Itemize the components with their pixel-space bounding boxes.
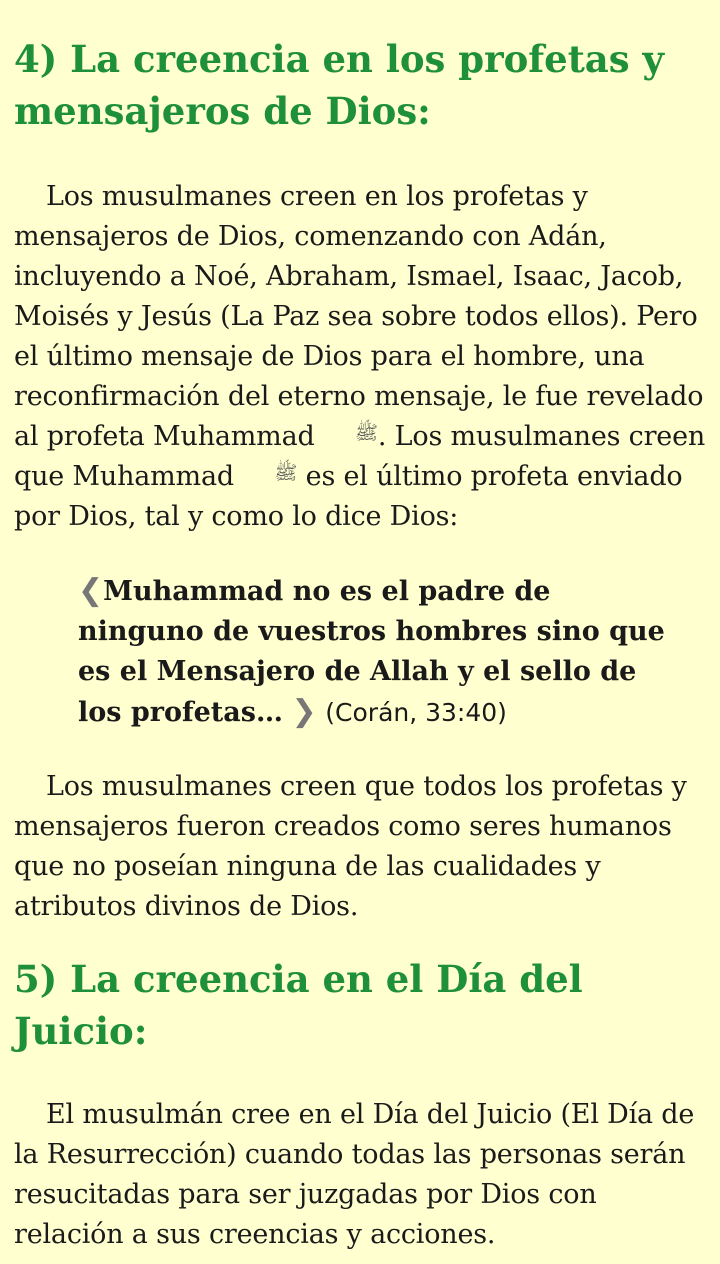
section-5-paragraph-1: El musulmán cree en el Día del Juicio (El Día de la Resurrección) cuando todas las personas serán resucitadas para ser juzgadas por Dios con relación a sus creencias y acciones. xyxy=(14,1099,695,1250)
quote-text: Muhammad no es el padre de ninguno de vuestros hombres sino que es el Mensajero de Allah y el sello de los profetas… xyxy=(78,576,665,728)
pbuh-honorific-icon: ﷺ xyxy=(274,462,298,484)
section-4-paragraph-2: Los musulmanes creen que todos los profetas y mensajeros fueron creados como seres humanos que no poseían ninguna de las cualidades y atributos divinos de Dios. xyxy=(14,771,687,922)
pbuh-honorific-icon: ﷺ xyxy=(354,422,378,444)
para1-part-a: Los musulmanes creen en los profetas y mensajeros de Dios, comenzando con Adán, incluyendo a Noé, Abraham, Ismael, Isaac, Jacob, Moisés y Jesús (La Paz sea sobre todos ellos). Pero el último mensaje de Dios para el hombre, una reconfirmación del eterno mensaje, le fue revelado al profeta Muhammad xyxy=(14,181,704,452)
quote-open-ornament-icon: ❮ xyxy=(78,573,104,608)
quote-reference: (Corán, 33:40) xyxy=(325,698,507,727)
section-5-heading: 5) La creencia en el Día del Juicio: xyxy=(14,957,583,1053)
section-4-paragraph-1 xyxy=(14,177,706,537)
para1-part-b: . Los musulmanes creen que Muhammad xyxy=(14,421,706,492)
quote-close-ornament-icon: ❯ xyxy=(291,694,317,729)
para1-part-c: es el último profeta enviado por Dios, tal y como lo dice Dios: xyxy=(14,461,683,532)
section-4-heading: 4) La creencia en los profetas y mensajeros de Dios: xyxy=(14,37,664,133)
quran-quote xyxy=(78,571,666,733)
